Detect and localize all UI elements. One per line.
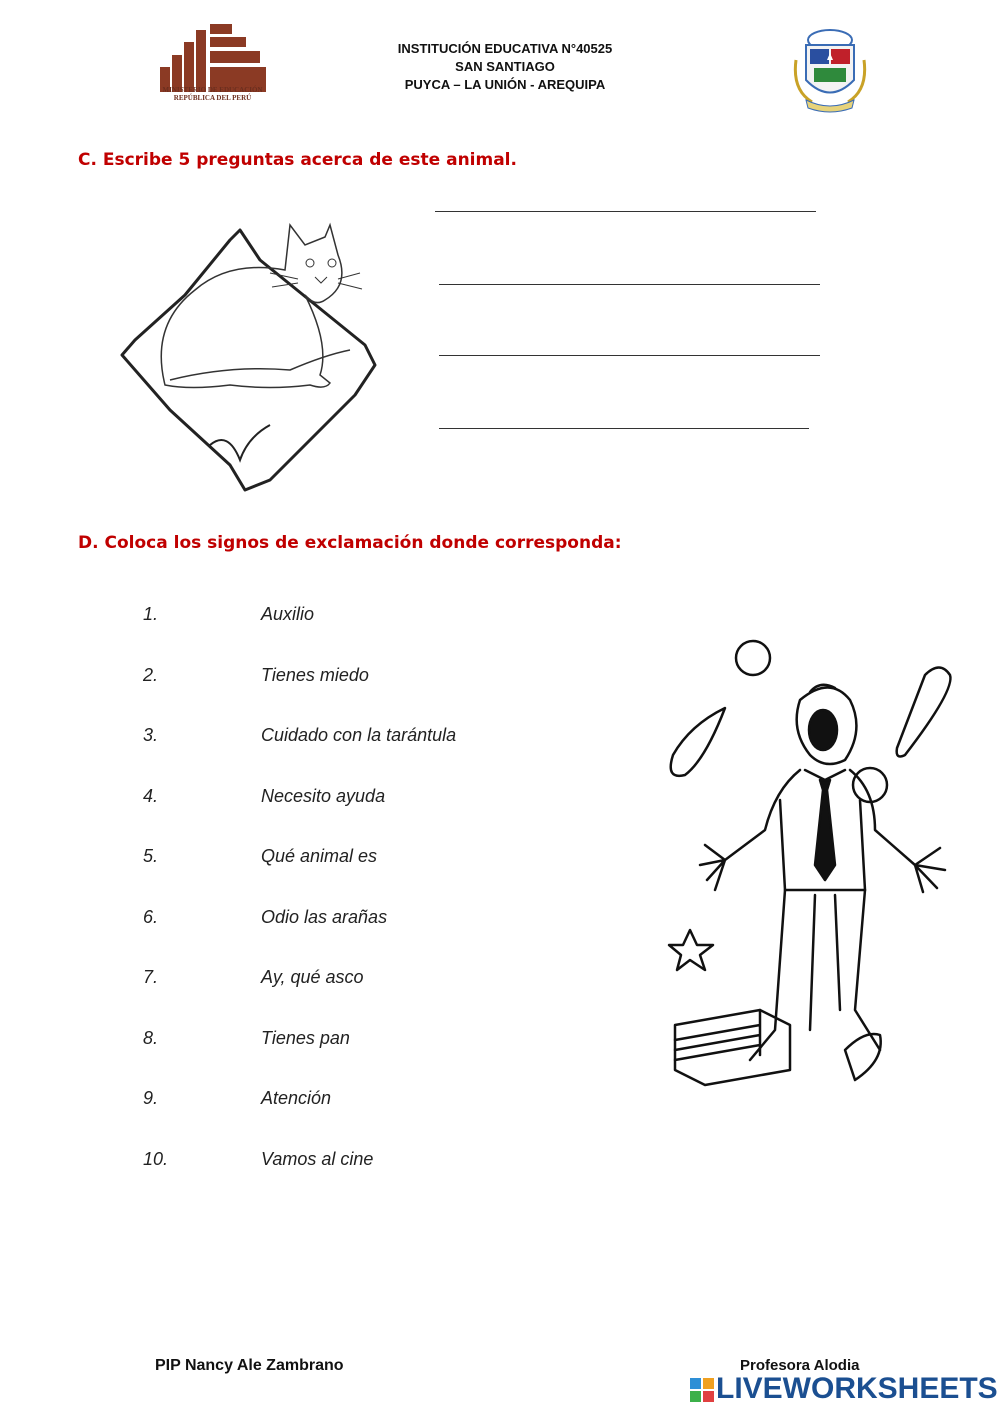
section-c-title: C. Escribe 5 preguntas acerca de este animal. — [78, 150, 517, 170]
item-number: 6. — [143, 907, 159, 927]
ministry-line: MINISTERIO DE EDUCACIÓN — [162, 86, 263, 94]
school-location: PUYCA – LA UNIÓN - AREQUIPA — [404, 77, 606, 92]
answer-line[interactable] — [439, 428, 809, 429]
item-text: Vamos al cine — [261, 1149, 374, 1169]
item-number: 8. — [143, 1028, 159, 1048]
item-text: Auxilio — [261, 604, 315, 624]
school-crest-icon — [792, 20, 868, 115]
cat-drawing-icon — [110, 215, 385, 495]
item-number: 3. — [143, 725, 159, 745]
item-text: Ay, qué asco — [261, 967, 364, 987]
item-number: 1. — [143, 604, 159, 624]
item-text: Qué animal es — [261, 846, 378, 866]
item-text: Atención — [261, 1088, 332, 1108]
item-text: Odio las arañas — [261, 907, 388, 927]
scared-man-drawing-icon — [665, 630, 965, 1100]
section-d-title: D. Coloca los signos de exclamación donde corresponda: — [78, 533, 622, 553]
item-number: 9. — [143, 1088, 159, 1108]
item-number: 10. — [143, 1149, 169, 1169]
answer-line[interactable] — [439, 284, 820, 285]
ministry-name — [150, 86, 275, 102]
ministry-line: REPÚBLICA DEL PERÚ — [173, 94, 252, 102]
item-number: 5. — [143, 846, 159, 866]
liveworksheets-logo-icon — [690, 1378, 714, 1402]
school-name: INSTITUCIÓN EDUCATIVA N°40525 — [397, 41, 613, 56]
item-text: Necesito ayuda — [261, 786, 386, 806]
item-text: Tienes miedo — [261, 665, 369, 685]
answer-line[interactable] — [439, 355, 820, 356]
item-number: 7. — [143, 967, 159, 987]
item-text: Cuidado con la tarántula — [261, 725, 457, 745]
footer-teacher: Profesora Alodia — [740, 1357, 860, 1374]
item-number: 2. — [143, 665, 159, 685]
footer-author: PIP Nancy Ale Zambrano — [155, 1357, 344, 1374]
school-header — [330, 40, 680, 94]
item-number: 4. — [143, 786, 159, 806]
liveworksheets-brand[interactable]: LIVEWORKSHEETS — [716, 1372, 998, 1405]
school-subname: SAN SANTIAGO — [455, 59, 555, 74]
item-text: Tienes pan — [261, 1028, 350, 1048]
answer-line[interactable] — [435, 211, 816, 212]
